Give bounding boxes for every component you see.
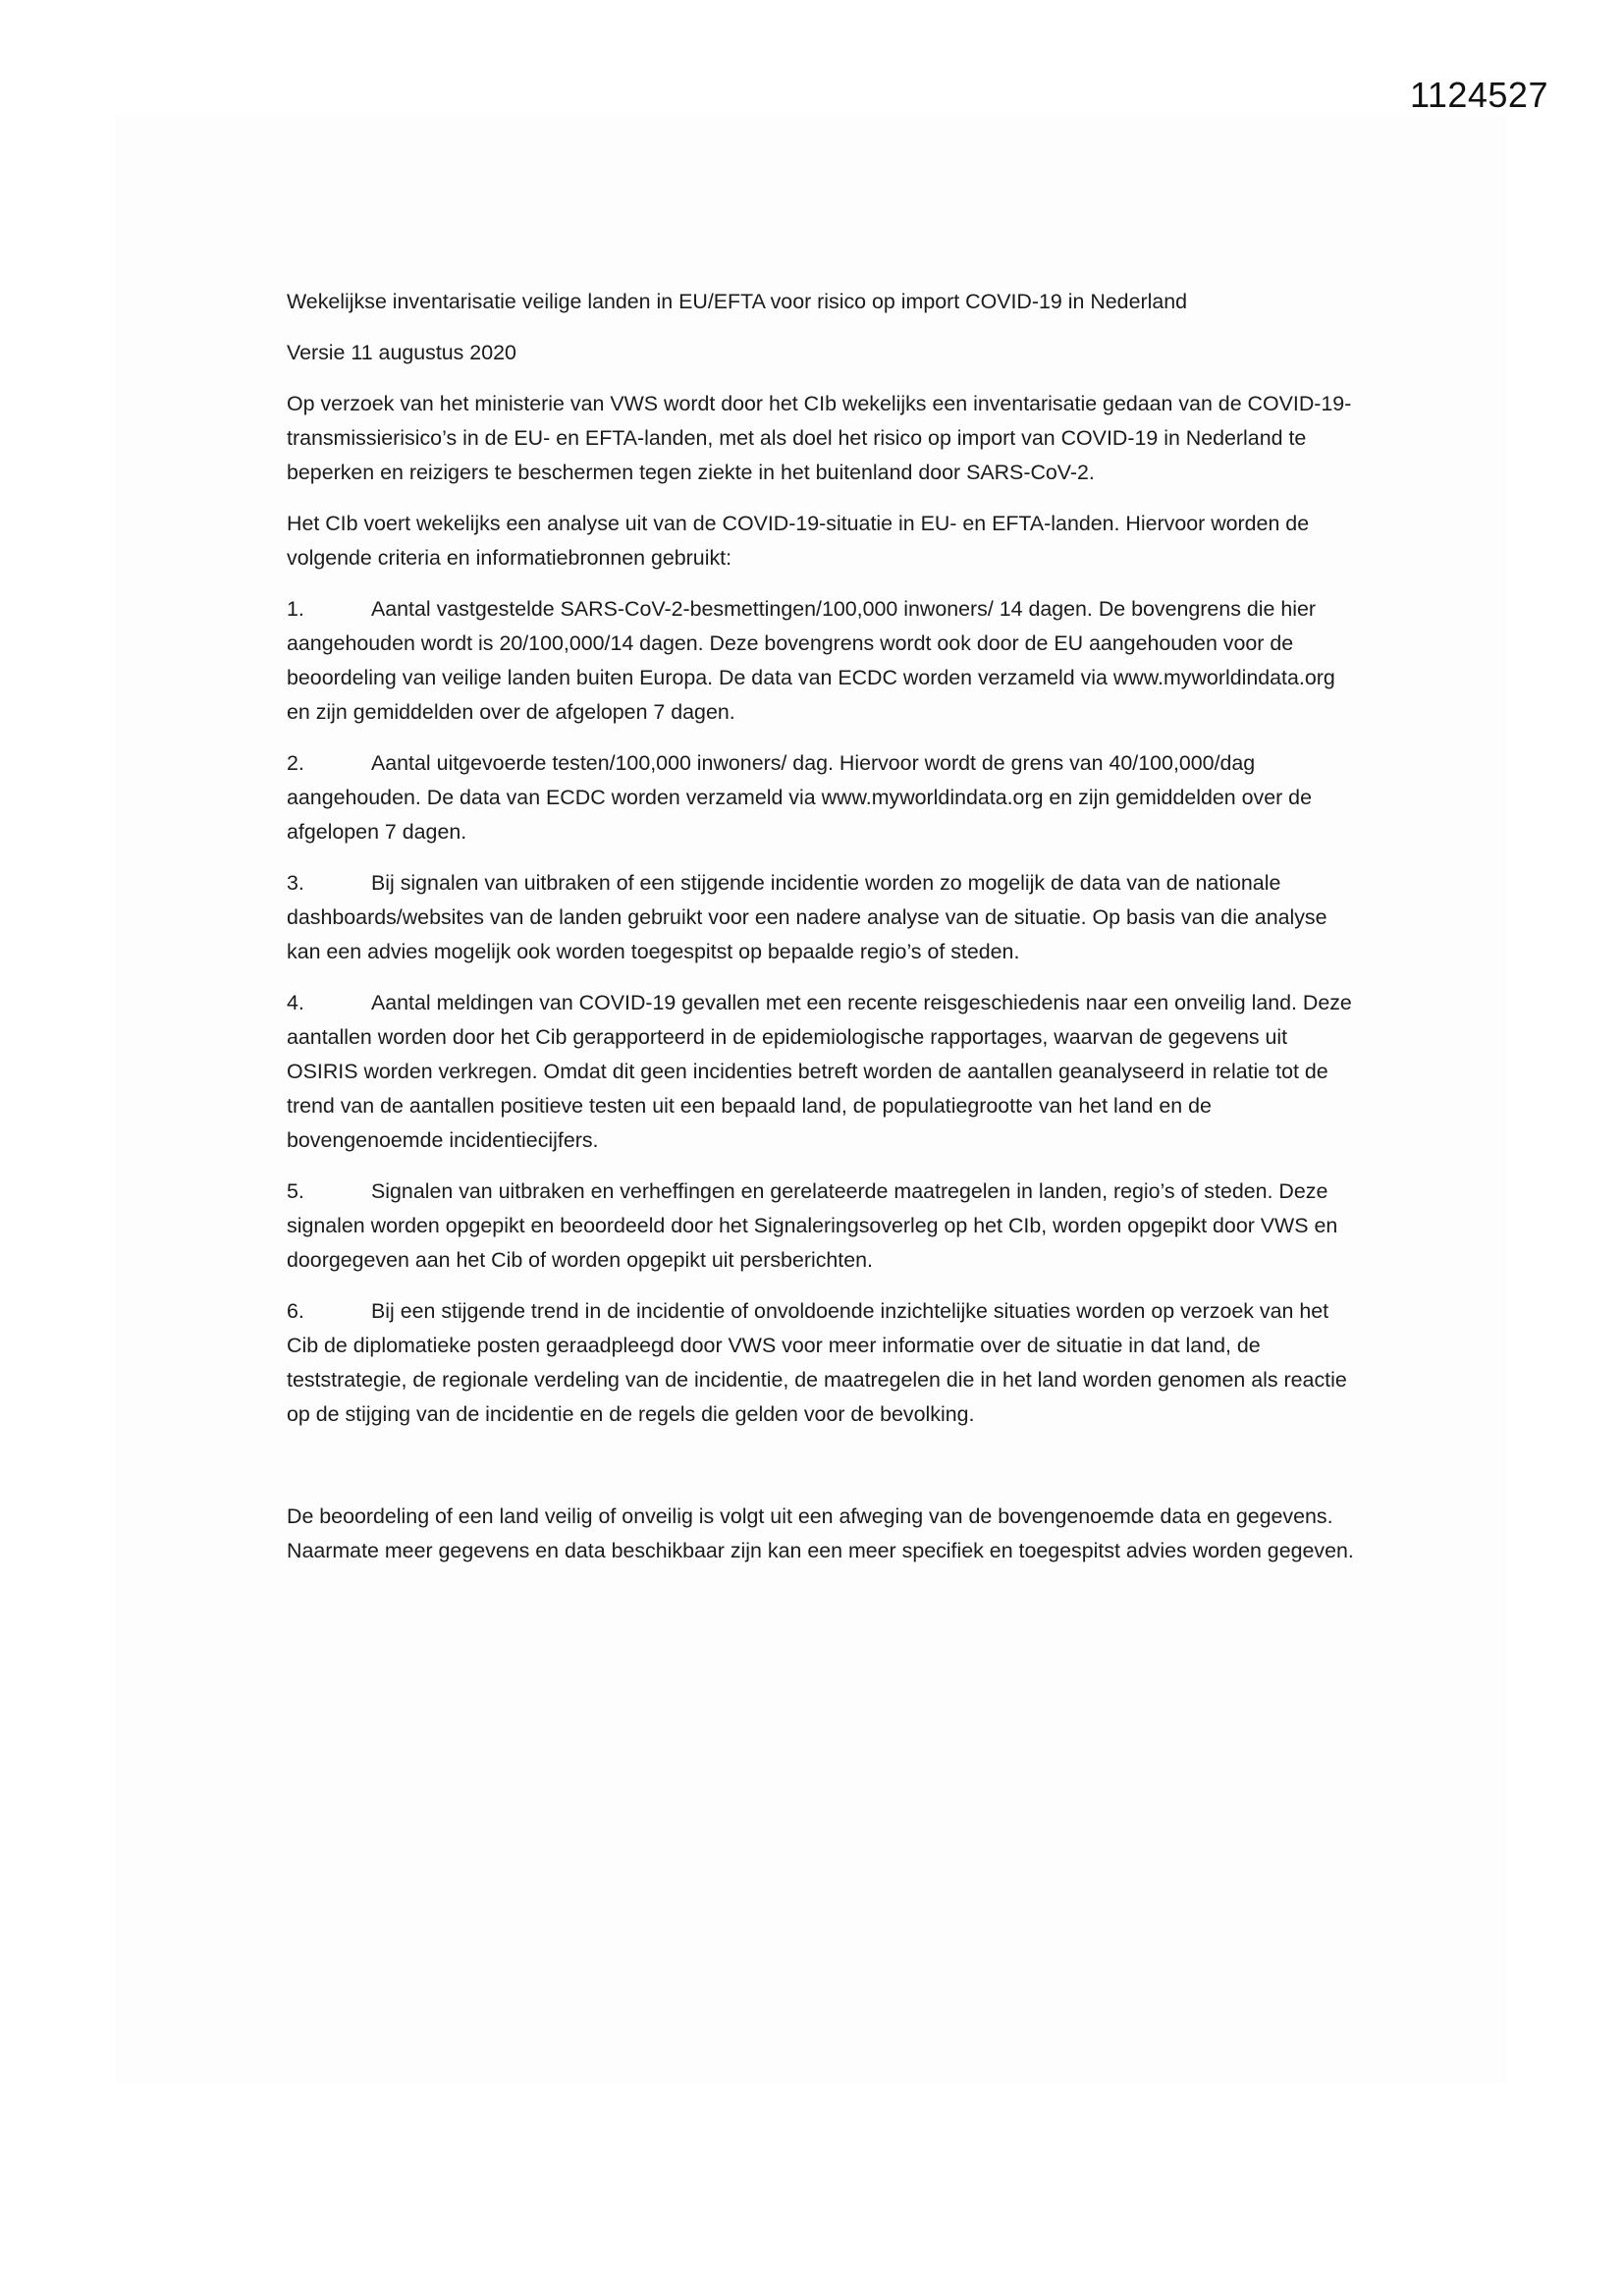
document-version: Versie 11 augustus 2020	[287, 341, 516, 364]
criteria-number: 2.	[287, 751, 304, 775]
intro-paragraph: Op verzoek van het ministerie van VWS wordt door het CIb wekelijks een inventarisatie gedaan van de COVID-19-transmissierisico’s in de EU- en EFTA-landen, met als doel het risico op import van COVID-19 in Nederland te beperken en reizigers te beschermen tegen ziekte in het buitenland door SARS-CoV-2.	[287, 392, 1352, 484]
criteria-item	[287, 1294, 1357, 1432]
criteria-item	[287, 986, 1357, 1158]
criteria-number: 3.	[287, 871, 304, 895]
criteria-text: Bij signalen van uitbraken of een stijgende incidentie worden zo mogelijk de data van de nationale dashboards/websites van de landen gebruikt voor een nadere analyse van de situatie. Op basis van die analyse kan een advies mogelijk ook worden toegespitst op bepaalde regio’s of steden.	[287, 871, 1327, 963]
document-body	[287, 285, 1357, 1585]
criteria-number: 1.	[287, 597, 304, 621]
criteria-list	[287, 592, 1357, 1432]
criteria-item	[287, 746, 1357, 849]
document-title: Wekelijkse inventarisatie veilige landen in EU/EFTA voor risico op import COVID-19 in Nederland	[287, 290, 1188, 313]
criteria-text: Aantal uitgevoerde testen/100,000 inwoners/ dag. Hiervoor wordt de grens van 40/100,000/dag aangehouden. De data van ECDC worden verzameld via www.myworldindata.org en zijn gemiddelden over de afgelopen 7 dagen.	[287, 751, 1312, 844]
section-spacer	[287, 1449, 1357, 1500]
conclusion-paragraph: De beoordeling of een land veilig of onveilig is volgt uit een afweging van de bovengenoemde data en gegevens. Naarmate meer gegevens en data beschikbaar zijn kan een meer specifiek en toegespitst advies worden gegeven.	[287, 1504, 1354, 1562]
criteria-text: Bij een stijgende trend in de incidentie of onvoldoende inzichtelijke situaties worden op verzoek van het Cib de diplomatieke posten geraadpleegd door VWS voor meer informatie over de situatie in dat land, de teststrategie, de regionale verdeling van de incidentie, de maatregelen die in het land worden genomen als reactie op de stijging van de incidentie en de regels die gelden voor de bevolking.	[287, 1299, 1347, 1426]
criteria-text: Aantal vastgestelde SARS-CoV-2-besmettingen/100,000 inwoners/ 14 dagen. De bovengrens die hier aangehouden wordt is 20/100,000/14 dagen. Deze bovengrens wordt ook door de EU aangehouden voor de beoordeling van veilige landen buiten Europa. De data van ECDC worden verzameld via www.myworldindata.org en zijn gemiddelden over de afgelopen 7 dagen.	[287, 597, 1335, 724]
document-id: 1124527	[1410, 75, 1548, 115]
criteria-item	[287, 592, 1357, 730]
criteria-item	[287, 866, 1357, 969]
criteria-number: 6.	[287, 1299, 304, 1323]
criteria-text: Aantal meldingen van COVID-19 gevallen met een recente reisgeschiedenis naar een onveilig land. Deze aantallen worden door het Cib gerapporteerd in de epidemiologische rapportages, waarvan de gegevens uit OSIRIS worden verkregen. Omdat dit geen incidenties betreft worden de aantallen geanalyseerd in relatie tot de trend van de aantallen positieve testen uit een bepaald land, de populatiegrootte van het land en de bovengenoemde incidentiecijfers.	[287, 991, 1352, 1152]
intro-paragraph: Het CIb voert wekelijks een analyse uit van de COVID-19-situatie in EU- en EFTA-landen. Hiervoor worden de volgende criteria en informatiebronnen gebruikt:	[287, 512, 1310, 570]
criteria-text: Signalen van uitbraken en verheffingen en gerelateerde maatregelen in landen, regio’s of steden. Deze signalen worden opgepikt en beoordeeld door het Signaleringsoverleg op het CIb, worden opgepikt door VWS en doorgegeven aan het Cib of worden opgepikt uit persberichten.	[287, 1179, 1338, 1272]
criteria-number: 4.	[287, 991, 304, 1014]
criteria-item	[287, 1175, 1357, 1278]
criteria-number: 5.	[287, 1179, 304, 1203]
